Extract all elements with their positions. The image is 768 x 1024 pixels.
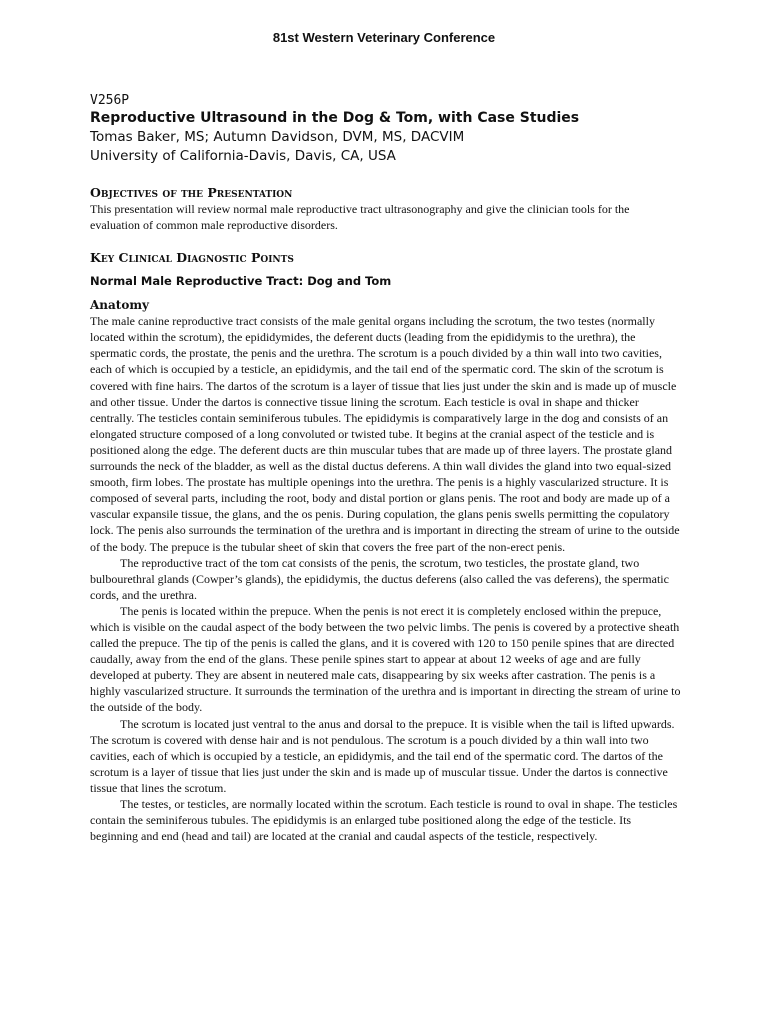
paragraph-tom-testes: The testes, or testicles, are normally located within the scrotum. Each testicle is round to oval in shape. The testicles contain the seminiferous tubules. The epididymis is an enlarged tube positioned along the edge of the testicle. Its beginning and end (head and tail) are located at the cranial and caudal aspects of the testicle, respectively. <box>90 797 678 844</box>
anatomy-heading: Anatomy <box>90 298 150 313</box>
article-authors: Tomas Baker, MS; Autumn Davidson, DVM, MS, DACVIM <box>90 129 465 145</box>
article <box>90 92 682 844</box>
normal-tract-subheading: Normal Male Reproductive Tract: Dog and Tom <box>90 274 392 289</box>
conference-header: 81st Western Veterinary Conference <box>272 30 496 45</box>
paragraph-canine-anatomy: The male canine reproductive tract consists of the male genital organs including the scrotum, the two testes (normally located within the scrotum), the epididymides, the deferent ducts (leading from the epididymis to the urethra), the spermatic cords, the prostate, the penis and the urethra. The scrotum is a pouch divided by a thin wall into two cavities, each of which is occupied by a testicle, an epididymis, and the tail end of the spermatic cord. The skin of the scrotum is covered with fine hairs. The dartos of the scrotum is a layer of tissue that lies just under the skin and is made up of muscle and other tissue. Under the dartos is connective tissue lining the scrotum. Each testicle is oval in shape and thicker centrally. The testicles contain seminiferous tubules. The epididymis is comparatively large in the dog and consists of an elongated structure composed of a long convoluted or twisted tube. It begins at the cranial aspect of the testicle and is positioned along the edge. The deferent ducts are thin muscular tubes that are made up of three layers. The prostate gland surrounds the neck of the bladder, as well as the distal ductus deferens. A thin wall divides the gland into two equal-sized smooth, firm lobes. The prostate has multiple openings into the urethra. The penis is a highly vascularized structure. It is composed of several parts, including the root, body and distal portion or glans penis. The root and body are made up of a vascular expansile tissue, the glans, and the os penis. During copulation, the glans penis swells permitting the copulatory lock. The penis also surrounds the termination of the urethra and is important in directing the stream of urine to the outside of the body. The prepuce is the tubular sheet of skin that covers the free part of the non-erect penis. <box>90 314 680 554</box>
objectives-heading: Objectives of the Presentation <box>90 185 293 200</box>
paragraph-tom-penis: The penis is located within the prepuce. When the penis is not erect it is completely enclosed within the prepuce, which is visible on the caudal aspect of the body between the two pelvic limbs. The penis is covered by a protective sheath called the prepuce. The tip of the penis is called the glans, and it is covered with 120 to 150 penile spines that are directed caudally, away from the end of the glans. These penile spines start to appear at about 12 weeks of age and are fully developed at puberty. They are absent in neutered male cats, disappearing by six weeks after castration. The penis is a highly vascularized structure. It surrounds the termination of the urethra and is important in directing the stream of urine to the outside of the body. <box>90 603 681 715</box>
article-title: Reproductive Ultrasound in the Dog & Tom, with Case Studies <box>90 110 580 126</box>
article-affiliation: University of California-Davis, Davis, CA, USA <box>90 148 396 164</box>
key-points-heading: Key Clinical Diagnostic Points <box>90 250 294 266</box>
paragraph-tom-scrotum: The scrotum is located just ventral to the anus and dorsal to the prepuce. It is visible when the tail is lifted upwards. The scrotum is covered with dense hair and is not pendulous. The scrotum is a pouch divided by a thin wall into two cavities, each of which is occupied by a testicle, an epididymis, and the tail end of the spermatic cord. The dartos of the scrotum is a layer of tissue that lies just under the skin and is made up of muscular tissue. Under the dartos is connective tissue that lines the scrotum. <box>90 716 675 795</box>
session-code: V256P <box>90 93 130 108</box>
objectives-text: This presentation will review normal male reproductive tract ultrasonography and give the clinician tools for the evaluation of common male reproductive disorders. <box>90 202 630 233</box>
paragraph-tom-tract: The reproductive tract of the tom cat consists of the penis, the scrotum, two testicles, the prostate gland, two bulbourethral glands (Cowper’s glands), the epididymis, the ductus deferens (also called the vas deferens), the spermatic cords, and the urethra. <box>90 555 669 602</box>
